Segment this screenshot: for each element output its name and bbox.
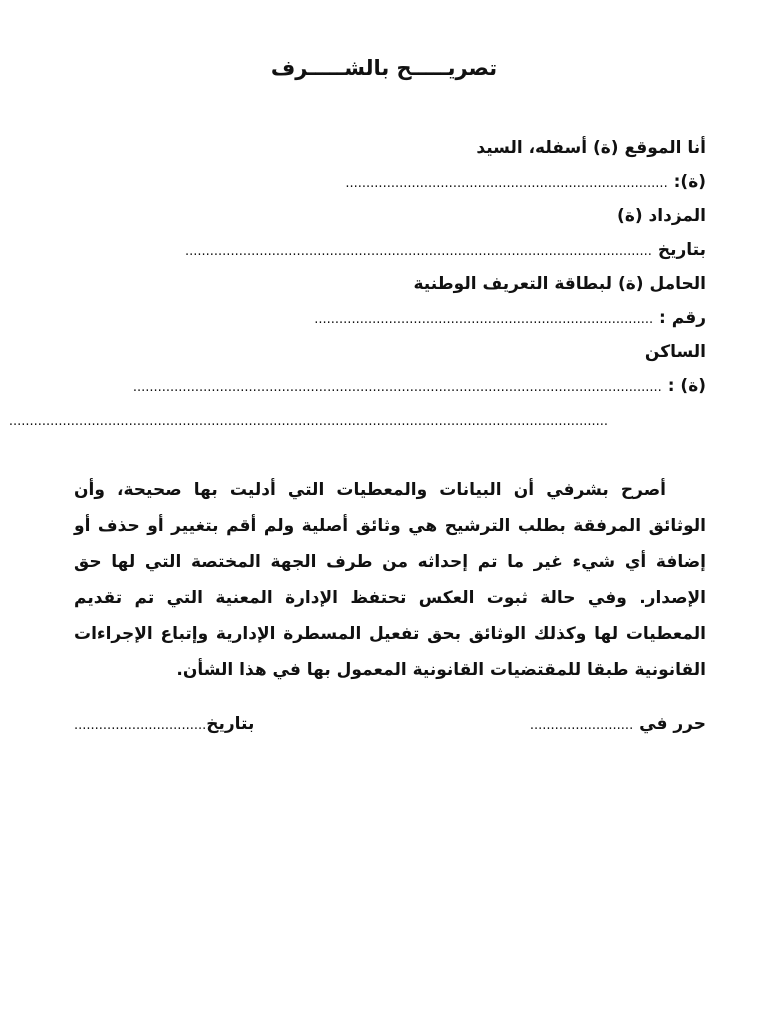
- number-label: رقم :: [659, 308, 706, 328]
- resident-address-line: [133, 374, 706, 400]
- date-line: [185, 238, 706, 264]
- undersigned-label: أنا الموقع (ة) أسفله، السيد: [476, 138, 706, 158]
- place-label: حرر في: [639, 714, 706, 734]
- resident-line: [645, 340, 706, 364]
- name-label: (ة):: [673, 172, 706, 192]
- resident-label: الساكن: [644, 342, 706, 362]
- place-dots: .........................: [529, 718, 634, 733]
- resident-address-label: (ة) :: [667, 376, 706, 396]
- declaration-text: أصرح بشرفي أن البيانات والمعطيات التي أدليت بها صحيحة، وأن الوثائق المرفقة بطلب الترشيح هي وثائق أصلية ولم أقم بتغيير أو حذف أو إضافة أي شيء غير ما تم إحداثه من طرف الجهة المختصة التي لها حق الإصدار. وفي حالة ثبوت العكس تحتفظ الإدارة المعنية التي تم تقديم المعطيات لها وكذلك الوثائق بحق تفعيل المسطرة الإدارية وإتباع الإجراءات القانونية طبقا للمقتضيات القانونية المعمول بها في هذا الشأن.: [74, 480, 706, 680]
- number-dots: ..................................................................................: [314, 312, 654, 327]
- number-line: [314, 306, 706, 332]
- date-dots: .................................................................................................................: [184, 244, 652, 259]
- undersigned-line: [476, 136, 706, 160]
- footer-date-label: بتاريخ: [206, 714, 255, 734]
- page-title: تصريـــــح بالشـــــرف: [270, 56, 498, 80]
- declaration-paragraph: [74, 472, 706, 688]
- footer-date-dots: ................................: [74, 718, 207, 733]
- id-holder-line: [413, 272, 706, 296]
- name-line: [345, 170, 706, 196]
- extra-dots: .................................................................................................................................................: [8, 414, 608, 429]
- name-dots: ..............................................................................: [345, 176, 668, 191]
- resident-dots: ................................................................................................................................: [132, 380, 662, 395]
- footer-date: [74, 712, 254, 738]
- born-label: المزداد (ة): [617, 206, 706, 226]
- date-label: بتاريخ: [657, 240, 706, 260]
- id-holder-label: الحامل (ة) لبطاقة التعريف الوطنية: [413, 274, 706, 294]
- extra-dots-line: [9, 408, 608, 434]
- signature-footer: [74, 712, 706, 738]
- born-line: [617, 204, 706, 228]
